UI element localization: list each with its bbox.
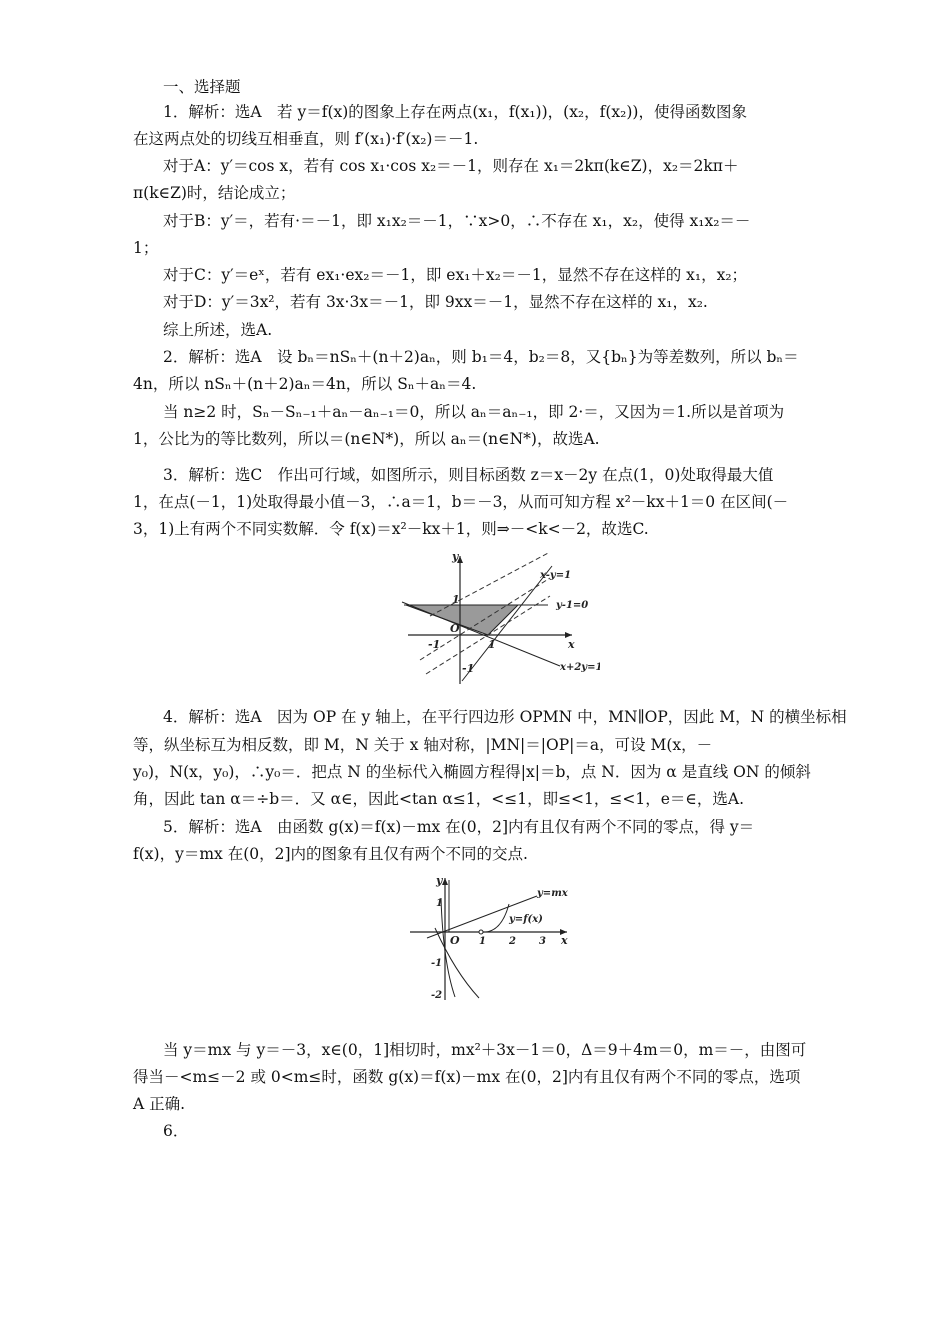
- fig1-line1-label: x-y=1: [540, 570, 572, 581]
- fig1-x-label: x: [568, 638, 575, 651]
- p5b-line-2: 得当－<m≤－2 或 0<m≤时，函数 g(x)＝f(x)－mx 在(0，2]内有且仅有两个不同的零点，选项: [133, 1068, 801, 1086]
- fig2-line-label: y=mx: [537, 888, 568, 899]
- p2-line-2: 4n，所以 nSₙ＋(n＋2)aₙ＝4n，所以 Sₙ＋aₙ＝4.: [133, 375, 477, 393]
- p6-line: 6．: [163, 1122, 189, 1140]
- p1-line-3: 对于A：y′＝cos x，若有 cos x₁·cos x₂＝－1，则存在 x₁＝2kπ(k∈Z)，x₂＝2kπ＋: [163, 157, 739, 175]
- p5-line-2: f(x)，y＝mx 在(0，2]内的图象有且仅有两个不同的交点.: [133, 845, 528, 863]
- p4-line-4: 角，因此 tan α＝÷b＝．又 α∈，因此<tan α≤1，<≤1，即≤<1，≤<1，e＝∈，选A.: [133, 790, 745, 808]
- fig1-one-y: 1: [452, 593, 460, 606]
- zero-point: [479, 930, 483, 934]
- p5b-line-3: A 正确.: [133, 1095, 186, 1113]
- fig1-neg1-x: -1: [428, 638, 441, 651]
- p2-line-3: 当 n≥2 时，Sₙ－Sₙ₋₁＋aₙ－aₙ₋₁＝0，所以 aₙ＝aₙ₋₁，即 2·＝，又因为＝1.所以是首项为: [163, 403, 785, 421]
- fig1-origin: O: [450, 622, 460, 635]
- p3-line-3: 3，1)上有两个不同实数解．令 f(x)＝x²－kx＋1，则⇒－<k<－2，故选C.: [133, 520, 649, 538]
- p1-line-7: 对于C：y′＝eˣ，若有 ex₁·ex₂＝－1，即 ex₁＋x₂＝－1，显然不存在这样的 x₁，x₂；: [163, 266, 748, 284]
- fig2-neg1-y: -1: [431, 958, 443, 969]
- fig2-tick-3: 3: [539, 936, 546, 947]
- p5-line-1: 5．解析：选A 由函数 g(x)＝f(x)－mx 在(0，2]内有且仅有两个不同的零点，得 y＝: [163, 818, 755, 836]
- p4-line-1: 4．解析：选A 因为 OP 在 y 轴上，在平行四边形 OPMN 中，MN∥OP，因此 M，N 的横坐标相: [163, 708, 847, 726]
- p2-line-1: 2．解析：选A 设 bₙ＝nSₙ＋(n＋2)aₙ，则 b₁＝4，b₂＝8，又{bₙ}为等差数列，所以 bₙ＝: [163, 348, 799, 366]
- fig2-tick-2: 2: [509, 936, 516, 947]
- p5b-line-1: 当 y＝mx 与 y＝－3，x∈(0，1]相切时，mx²＋3x－1＝0，Δ＝9＋4m＝0，m＝－，由图可: [163, 1041, 807, 1059]
- section-title: 一、选择题: [163, 78, 241, 96]
- p1-line-9: 综上所述，选A.: [163, 321, 273, 339]
- fig2-y-label: y: [436, 874, 443, 887]
- p1-line-2: 在这两点处的切线互相垂直，则 f′(x₁)·f′(x₂)＝－1.: [133, 130, 479, 148]
- fig2-origin: O: [450, 934, 460, 947]
- fig1-one-x: 1: [488, 638, 496, 651]
- fig2-neg2-y: -2: [431, 990, 443, 1001]
- fig1-line3-label: x+2y=1: [560, 662, 600, 673]
- fig1-neg1-y: -1: [462, 662, 475, 675]
- y-axis-arrow: [442, 878, 448, 885]
- steep-curve: [441, 898, 455, 997]
- feasible-region-svg: [400, 548, 600, 688]
- fig1-y-label: y: [452, 550, 459, 563]
- p4-line-2: 等，纵坐标互为相反数，即 M，N 关于 x 轴对称，|MN|＝|OP|＝a，可设 M(x，－: [133, 736, 713, 754]
- p3-line-1: 3．解析：选C 作出可行域，如图所示，则目标函数 z＝x－2y 在点(1，0)处取得最大值: [163, 466, 774, 484]
- p1-line-1: 1．解析：选A 若 y＝f(x)的图象上存在两点(x₁，f(x₁))，(x₂，f(x₂))，使得函数图象: [163, 103, 747, 121]
- p1-line-6: 1；: [133, 239, 159, 257]
- p1-line-8: 对于D：y′＝3x²，若有 3x·3x＝－1，即 9xx＝－1，显然不存在这样的 x₁，x₂.: [163, 293, 708, 311]
- fig1-line2-label: y-1=0: [556, 600, 589, 611]
- p4-line-3: y₀)，N(x，y₀)，∴y₀＝．把点 N 的坐标代入椭圆方程得|x|＝b，点 N．因为 α 是直线 ON 的倾斜: [133, 763, 811, 781]
- p1-line-4: π(k∈Z)时，结论成立；: [133, 184, 296, 202]
- intersection-figure: [405, 872, 575, 1004]
- p2-line-4: 1，公比为的等比数列，所以＝(n∈N*)，所以 aₙ＝(n∈N*)，故选A.: [133, 430, 600, 448]
- p3-line-2: 1，在点(－1，1)处取得最小值－3，∴a＝1，b＝－3，从而可知方程 x²－kx＋1＝0 在区间(－: [133, 493, 789, 511]
- fig2-curve-label: y=f(x): [509, 914, 543, 925]
- p1-line-5: 对于B：y′＝，若有·＝－1，即 x₁x₂＝－1，∵x>0，∴不存在 x₁，x₂，使得 x₁x₂＝－: [163, 212, 751, 230]
- fig2-x-label: x: [561, 934, 568, 947]
- intersection-svg: [405, 872, 575, 1004]
- fig2-tick-1: 1: [479, 936, 486, 947]
- feasible-region-figure: [400, 548, 600, 688]
- fig2-one-y: 1: [436, 898, 443, 909]
